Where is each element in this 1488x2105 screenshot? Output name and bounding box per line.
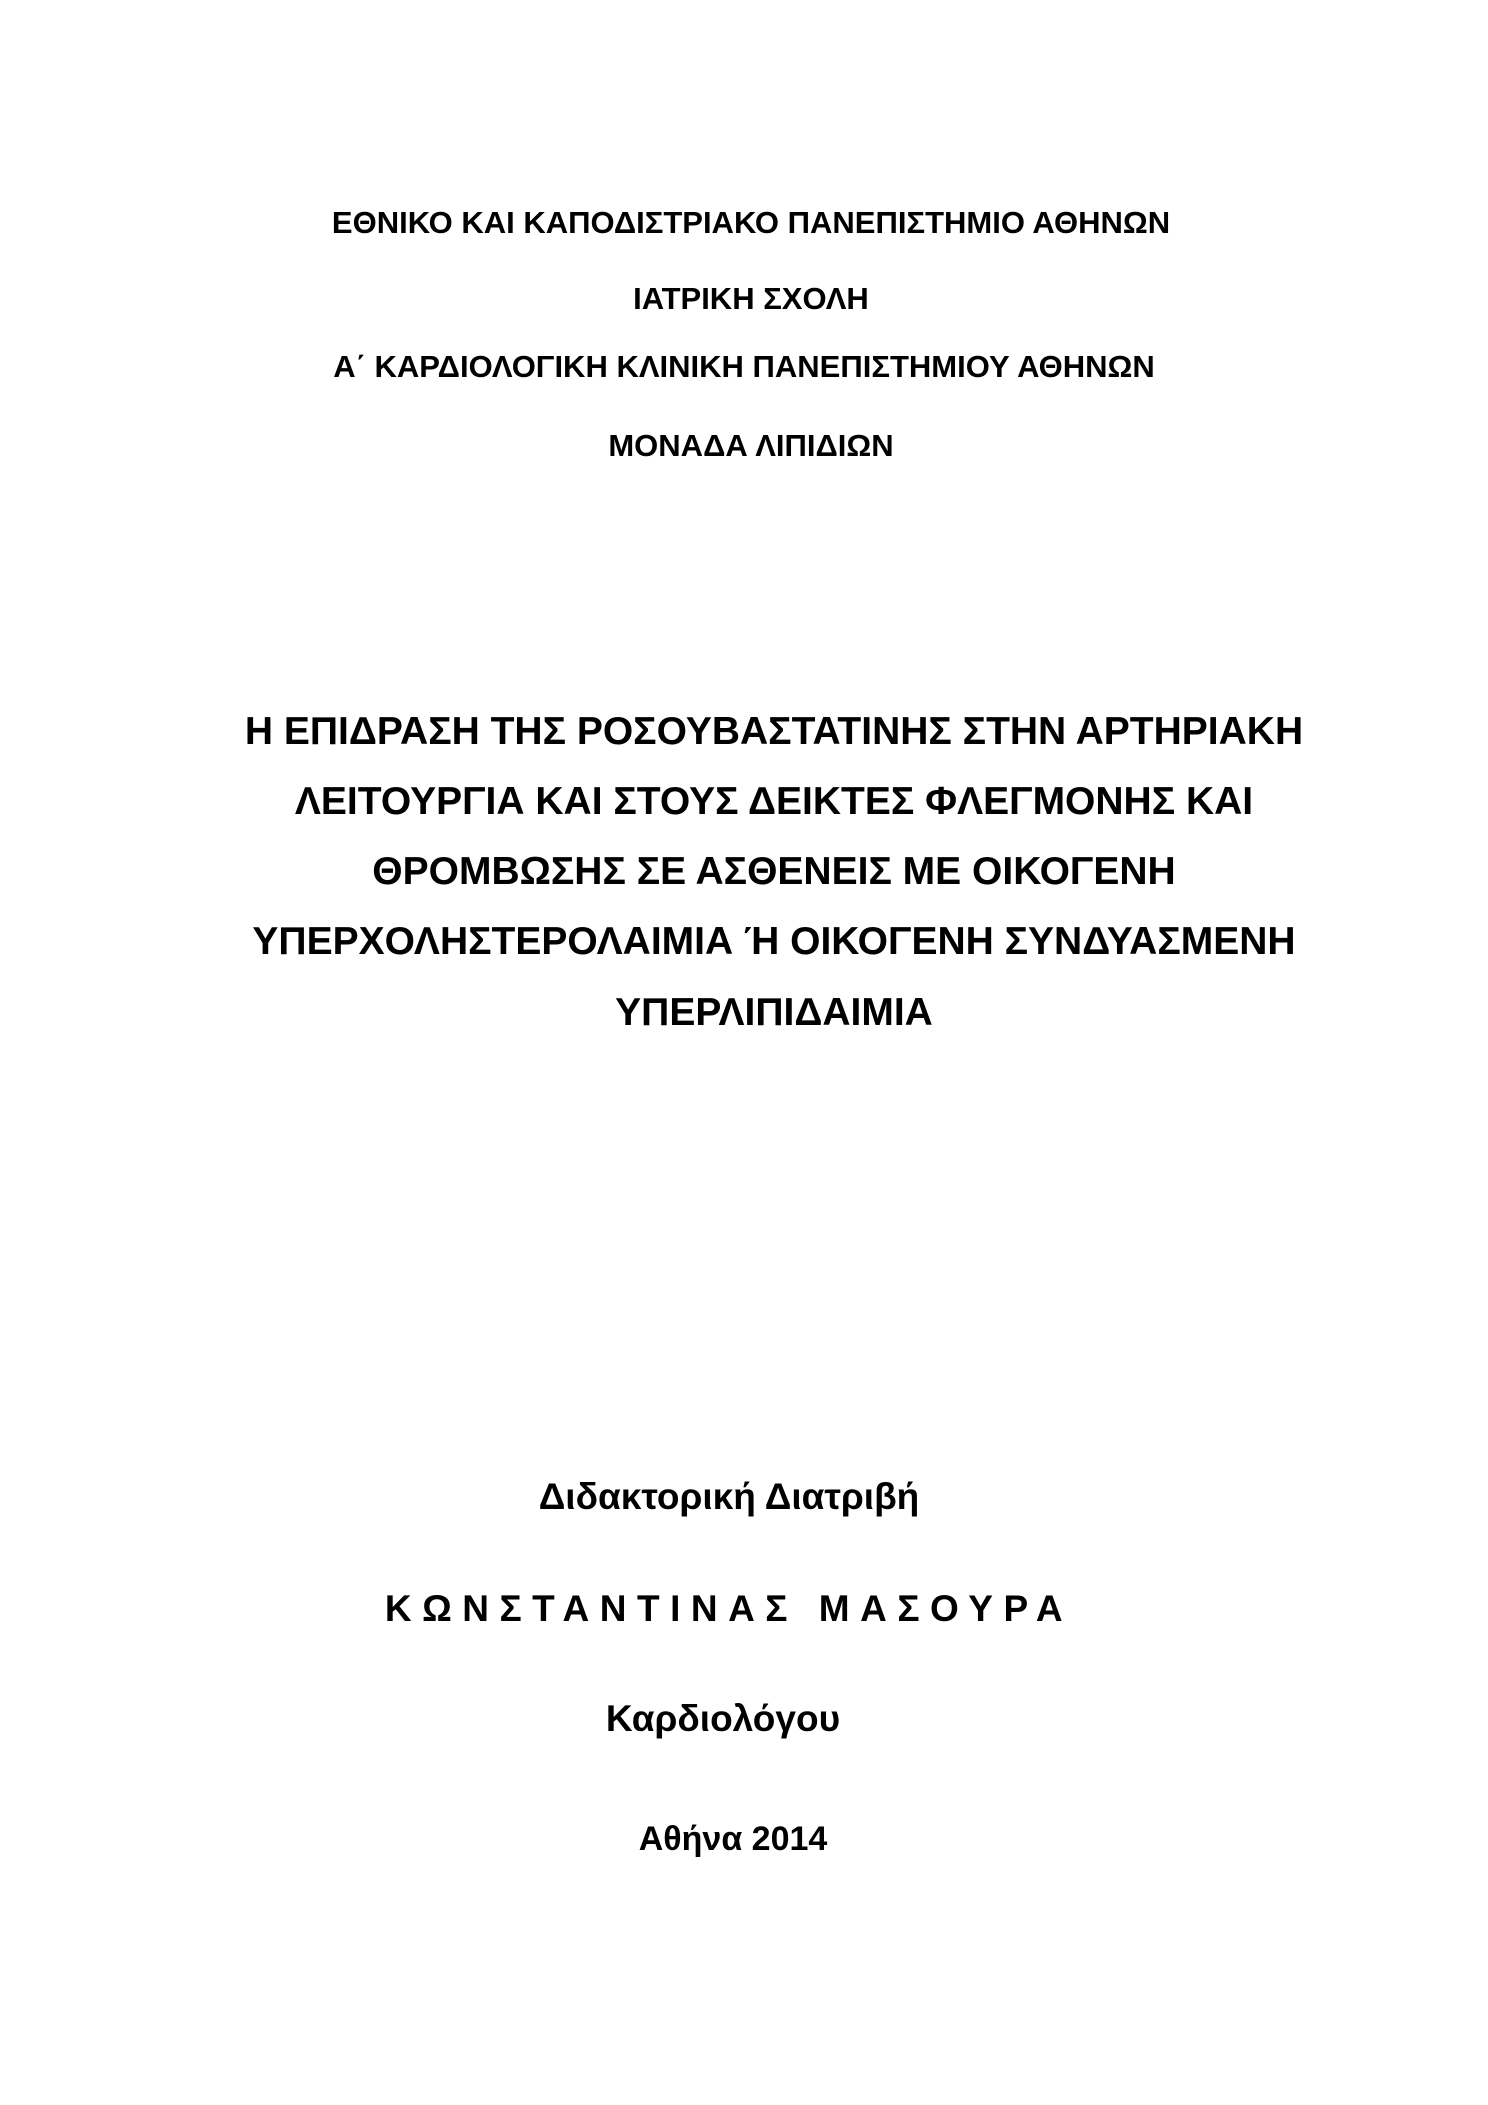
unit-name: ΜΟΝΑΔΑ ΛΙΠΙΔΙΩΝ	[608, 428, 894, 463]
place-and-year: Αθήνα 2014	[638, 1820, 828, 1858]
thesis-title-line: ΥΠΕΡΧΟΛΗΣΤΕΡΟΛΑΙΜΙΑ Ή ΟΙΚΟΓΕΝΗ ΣΥΝΔΥΑΣΜΕΝΗ	[252, 920, 1296, 963]
university-name: ΕΘΝΙΚΟ ΚΑΙ ΚΑΠΟΔΙΣΤΡΙΑΚΟ ΠΑΝΕΠΙΣΤΗΜΙΟ ΑΘΗΝΩΝ	[331, 205, 1171, 240]
thesis-title-line: ΛΕΙΤΟΥΡΓΙΑ ΚΑΙ ΣΤΟΥΣ ΔΕΙΚΤΕΣ ΦΛΕΓΜΟΝΗΣ ΚΑΙ	[294, 780, 1254, 823]
thesis-title-line: ΘΡΟΜΒΩΣΗΣ ΣΕ ΑΣΘΕΝΕΙΣ ΜΕ ΟΙΚΟΓΕΝΗ	[372, 850, 1176, 893]
thesis-title-line: Η ΕΠΙΔΡΑΣΗ ΤΗΣ ΡΟΣΟΥΒΑΣΤΑΤΙΝΗΣ ΣΤΗΝ ΑΡΤΗΡΙΑΚΗ	[244, 710, 1304, 753]
clinic-name: Α΄ ΚΑΡΔΙΟΛΟΓΙΚΗ ΚΛΙΝΙΚΗ ΠΑΝΕΠΙΣΤΗΜΙΟΥ ΑΘΗΝΩΝ	[333, 349, 1155, 384]
school-name: ΙΑΤΡΙΚΗ ΣΧΟΛΗ	[633, 281, 869, 316]
author-name: ΚΩΝΣΤΑΝΤΙΝΑΣ ΜΑΣΟΥΡΑ	[384, 1588, 1074, 1629]
thesis-title-line: ΥΠΕΡΛΙΠΙΔΑΙΜΙΑ	[615, 991, 933, 1034]
author-role: Καρδιολόγου	[605, 1698, 841, 1739]
document-type: Διδακτορική Διατριβή	[538, 1476, 920, 1517]
